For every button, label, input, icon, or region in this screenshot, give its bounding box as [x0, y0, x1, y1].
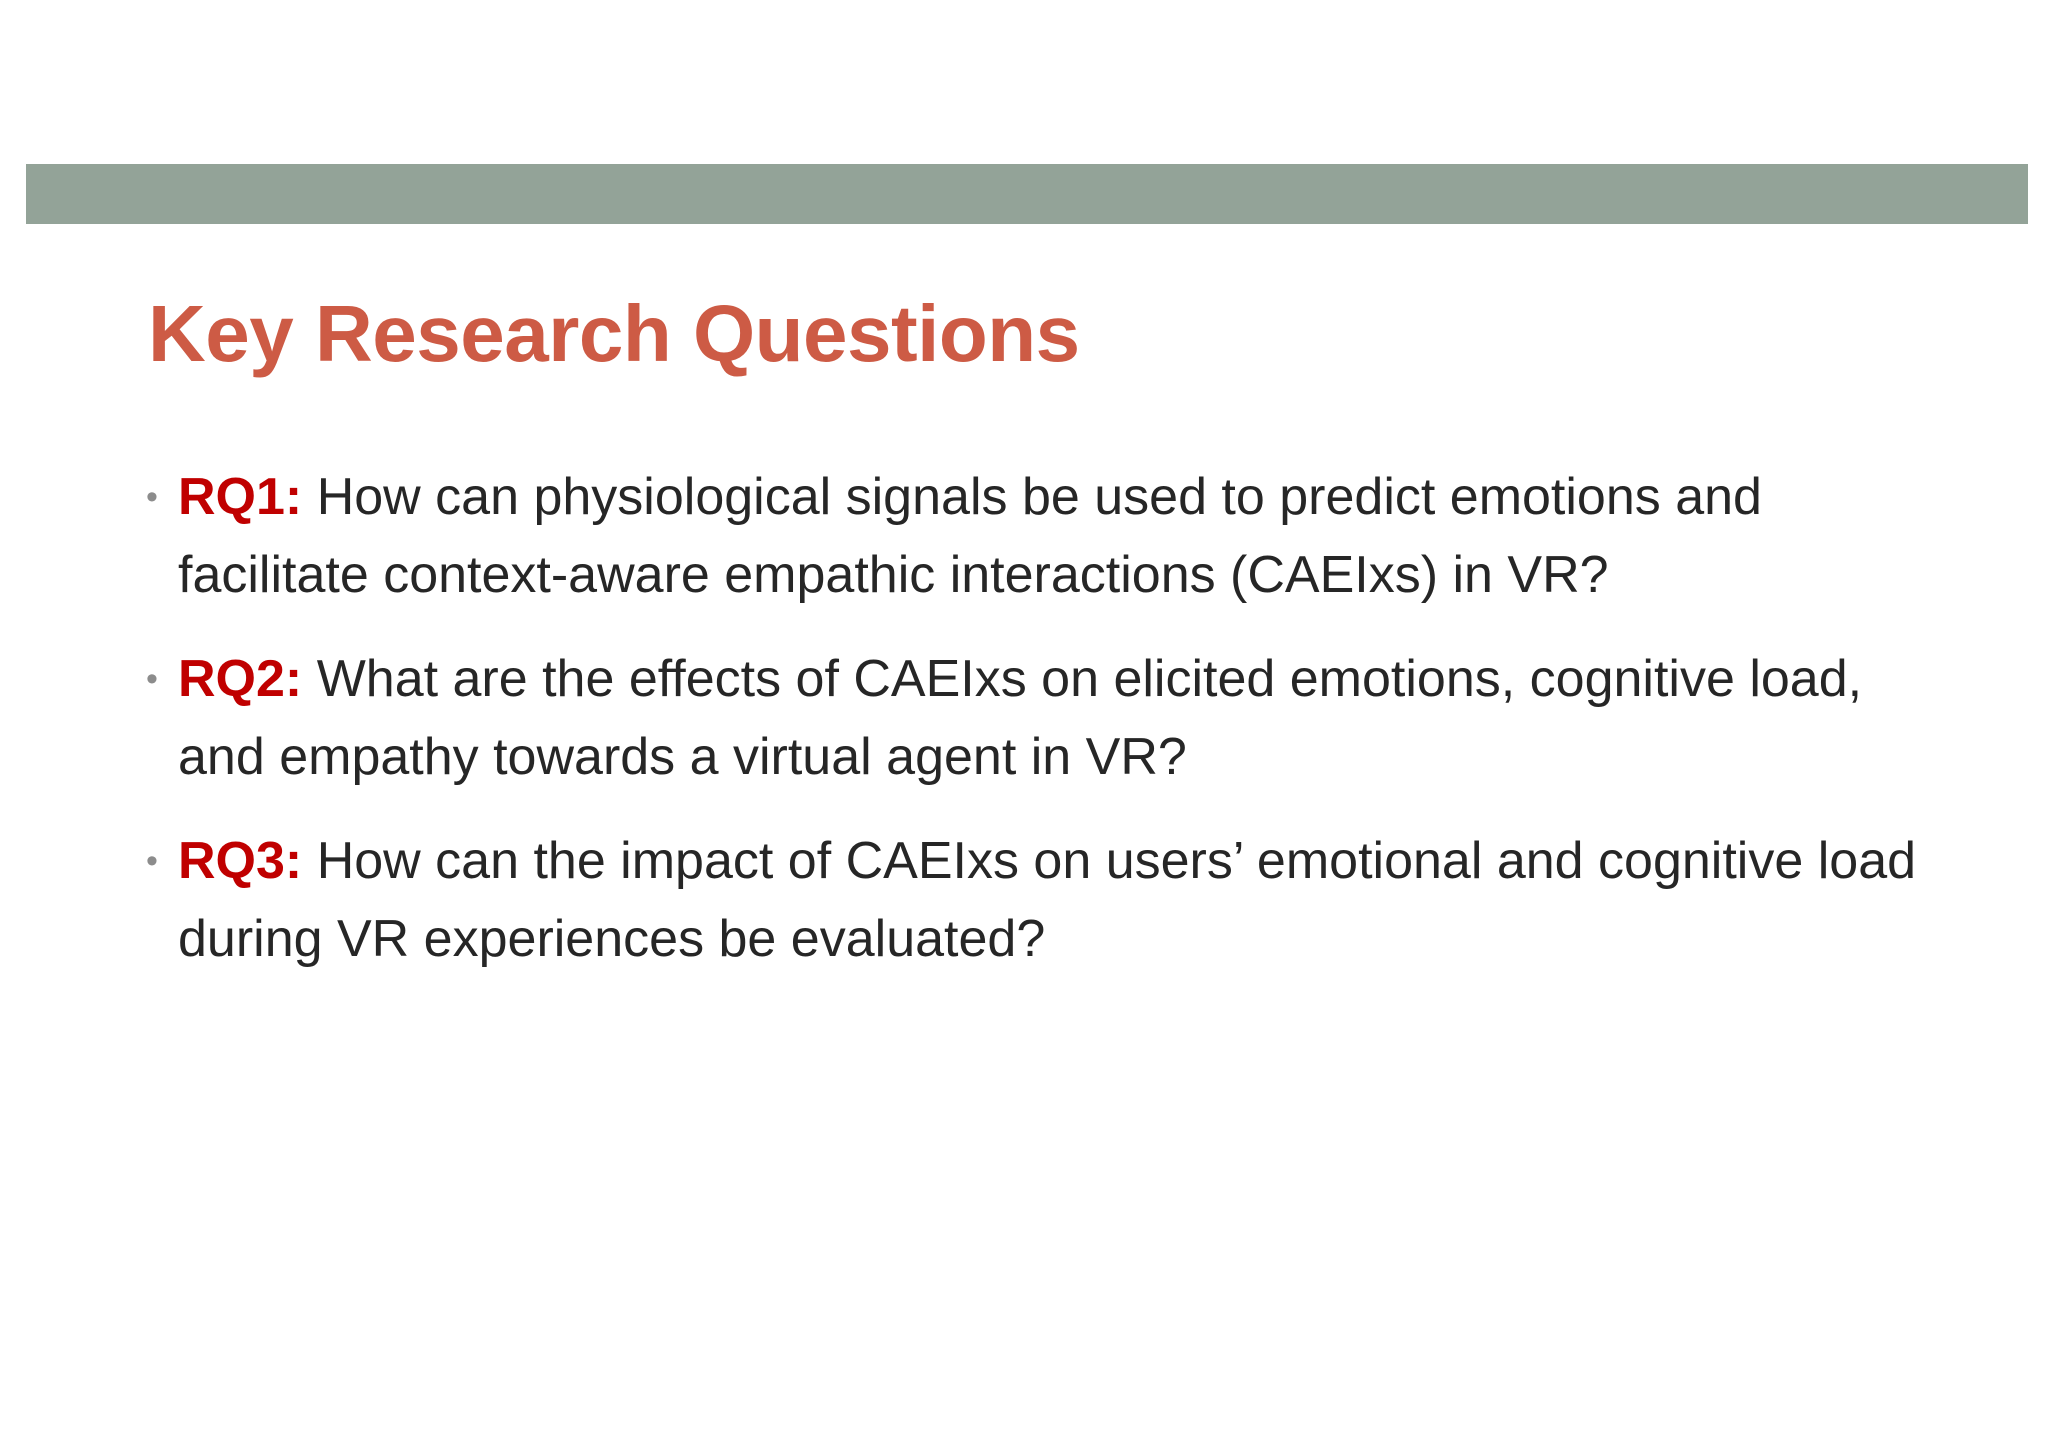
rq-label: RQ1:	[178, 468, 317, 526]
bullet-icon: •	[146, 842, 158, 880]
slide-title: Key Research Questions	[148, 289, 1080, 378]
research-questions-list	[146, 458, 1946, 1004]
bullet-icon: •	[146, 478, 158, 516]
rq-text: How can physiological signals be used to predict emotions and facilitate context-aware empathic interactions (CAEIxs) in VR?	[178, 468, 1762, 604]
research-question-2	[146, 640, 1946, 796]
rq-label: RQ2:	[178, 650, 317, 708]
research-question-3	[146, 822, 1946, 978]
rq-text: What are the effects of CAEIxs on elicited emotions, cognitive load, and empathy towards a virtual agent in VR?	[178, 650, 1863, 786]
rq-text: How can the impact of CAEIxs on users’ emotional and cognitive load during VR experiences be evaluated?	[178, 832, 1917, 968]
rq-label: RQ3:	[178, 832, 317, 890]
bullet-icon: •	[146, 660, 158, 698]
header-band	[26, 164, 2028, 224]
research-question-1	[146, 458, 1946, 614]
